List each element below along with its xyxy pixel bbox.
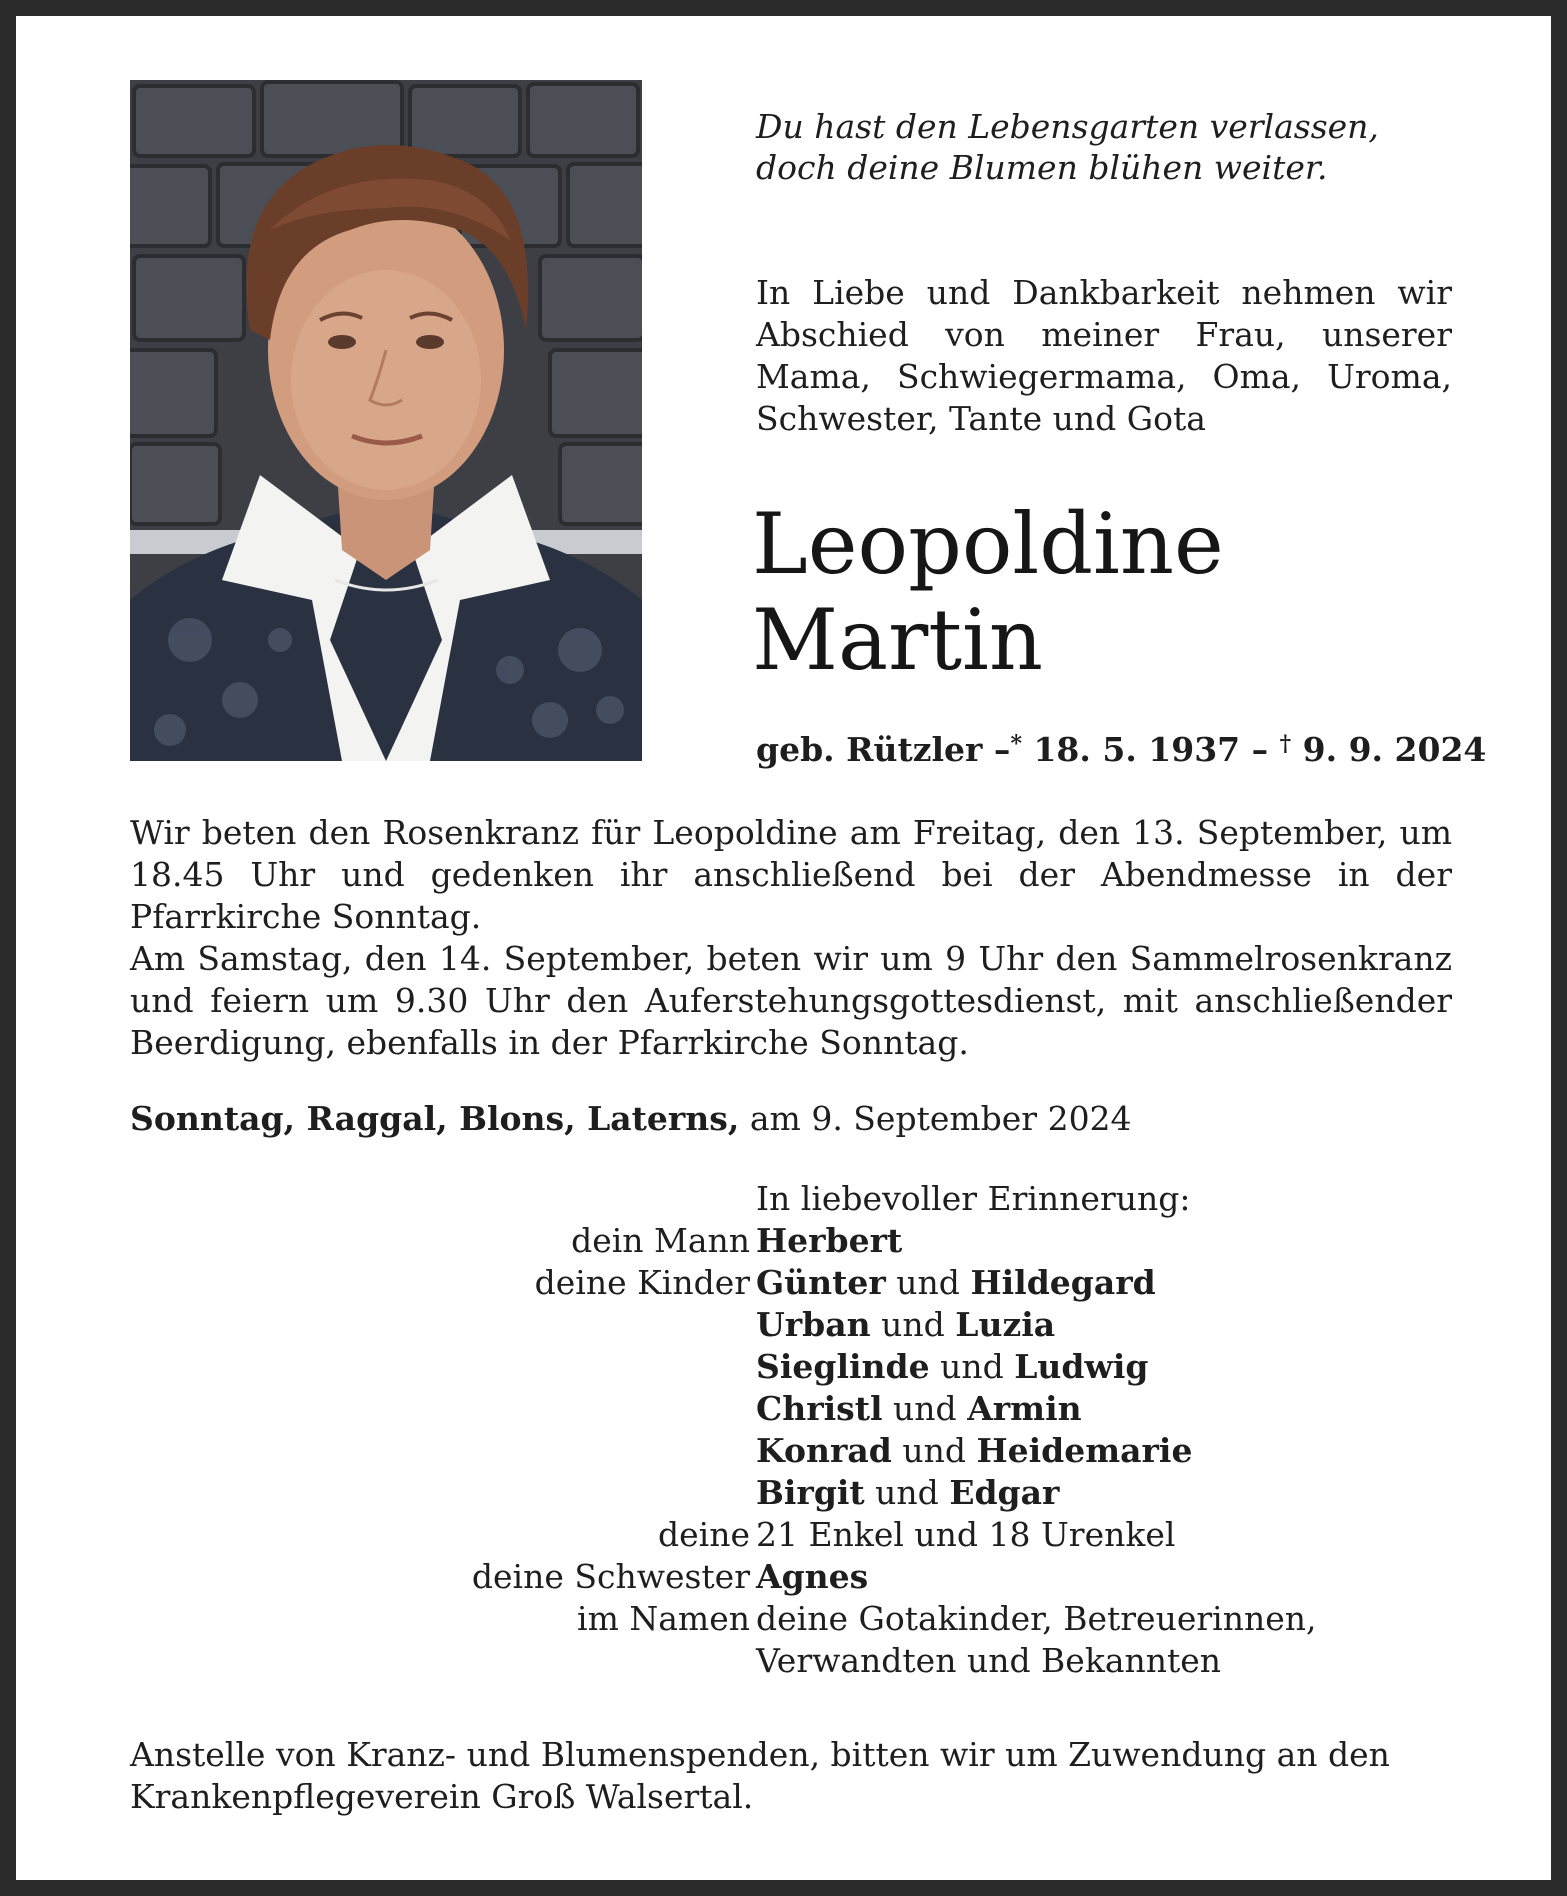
mourners-list: [130, 1178, 1460, 1682]
obituary-card: [16, 16, 1551, 1880]
motto-quote: [756, 106, 1476, 188]
service-info: [130, 812, 1452, 1064]
birth-symbol: *: [1010, 731, 1022, 757]
conjunction: und: [881, 1305, 945, 1344]
donation-request: [130, 1734, 1452, 1818]
relation-sister: deine Schwester: [471, 1557, 750, 1596]
relation-husband: dein Mann: [571, 1221, 750, 1260]
birth-death-dates: [756, 724, 1487, 770]
relation-others: im Namen: [577, 1599, 750, 1638]
places: Sonntag, Raggal, Blons, Laterns,: [130, 1099, 740, 1138]
donation-line-2: Krankenpflegeverein Groß Walsertal.: [130, 1777, 754, 1816]
sister-name: Agnes: [756, 1557, 869, 1596]
child-partner-name: Hildegard: [970, 1263, 1156, 1302]
grandchildren-text: 21 Enkel und 18 Urenkel: [756, 1515, 1176, 1554]
mourner-row-others-cont: [130, 1640, 1460, 1682]
child-name: Sieglinde: [756, 1347, 930, 1386]
child-partner-name: Ludwig: [1014, 1347, 1149, 1386]
portrait-photo: [130, 80, 642, 761]
relation-children: deine Kinder: [534, 1263, 750, 1302]
deceased-first-name: Leopoldine: [752, 495, 1224, 593]
death-symbol: †: [1279, 731, 1292, 757]
rosary-paragraph: Wir beten den Rosenkranz für Leopoldine am Freitag, den 13. September, um 18.45 Uhr und gedenken ihr anschließend bei der Abendmesse in der Pfarrkirche Sonntag.: [130, 813, 1452, 936]
mourner-row-child: [130, 1388, 1460, 1430]
child-name: Christl: [756, 1389, 883, 1428]
conjunction: und: [940, 1347, 1004, 1386]
conjunction: und: [896, 1263, 960, 1302]
motto-line-1: Du hast den Lebensgarten verlassen,: [756, 107, 1379, 146]
maiden-name: geb. Rützler –: [756, 730, 1011, 769]
mourner-row-child: [130, 1430, 1460, 1472]
donation-line-1: Anstelle von Kranz- und Blumenspenden, bitten wir um Zuwendung an den: [130, 1735, 1390, 1774]
place-date-line: [130, 1098, 1330, 1140]
mourner-row-sister: [130, 1556, 1460, 1598]
child-partner-name: Edgar: [949, 1473, 1060, 1512]
mourner-row-child: [130, 1346, 1460, 1388]
child-partner-name: Heidemarie: [976, 1431, 1193, 1470]
motto-line-2: doch deine Blumen blühen weiter.: [756, 148, 1328, 187]
death-date: 9. 9. 2024: [1302, 730, 1487, 769]
portrait-illustration: [130, 80, 642, 761]
child-partner-name: Armin: [967, 1389, 1082, 1428]
husband-name: Herbert: [756, 1221, 903, 1260]
mourner-row-others: [130, 1598, 1460, 1640]
others-line-2: Verwandten und Bekannten: [756, 1641, 1222, 1680]
announcement-date: am 9. September 2024: [749, 1099, 1132, 1138]
others-line-1: deine Gotakinder, Betreuerinnen,: [756, 1599, 1317, 1638]
mourner-row-child: [130, 1304, 1460, 1346]
relation-grandchildren: deine: [658, 1515, 750, 1554]
mourners-heading: In liebevoller Erinnerung:: [756, 1179, 1191, 1218]
intro-text: In Liebe und Dankbarkeit nehmen wir Abschied von meiner Frau, unserer Mama, Schwiegermama, Oma, Uroma, Schwester, Tante und Gota: [756, 273, 1452, 438]
mourner-row-grandchildren: [130, 1514, 1460, 1556]
conjunction: und: [902, 1431, 966, 1470]
conjunction: und: [893, 1389, 957, 1428]
deceased-last-name: Martin: [752, 591, 1043, 689]
birth-date: 18. 5. 1937 –: [1033, 730, 1269, 769]
child-name: Günter: [756, 1263, 886, 1302]
mourner-row-child: [130, 1472, 1460, 1514]
mourner-row-child: [130, 1262, 1460, 1304]
mourners-heading-row: [130, 1178, 1460, 1220]
deceased-name: [752, 496, 1492, 688]
child-name: Birgit: [756, 1473, 865, 1512]
conjunction: und: [875, 1473, 939, 1512]
child-partner-name: Luzia: [955, 1305, 1056, 1344]
funeral-paragraph: Am Samstag, den 14. September, beten wir um 9 Uhr den Sammelrosenkranz und feiern um 9.30 Uhr den Auferstehungsgottesdienst, mit anschließender Beerdigung, ebenfalls in der Pfarrkirche Sonntag.: [130, 939, 1452, 1062]
child-name: Urban: [756, 1305, 871, 1344]
mourner-row-husband: [130, 1220, 1460, 1262]
child-name: Konrad: [756, 1431, 892, 1470]
